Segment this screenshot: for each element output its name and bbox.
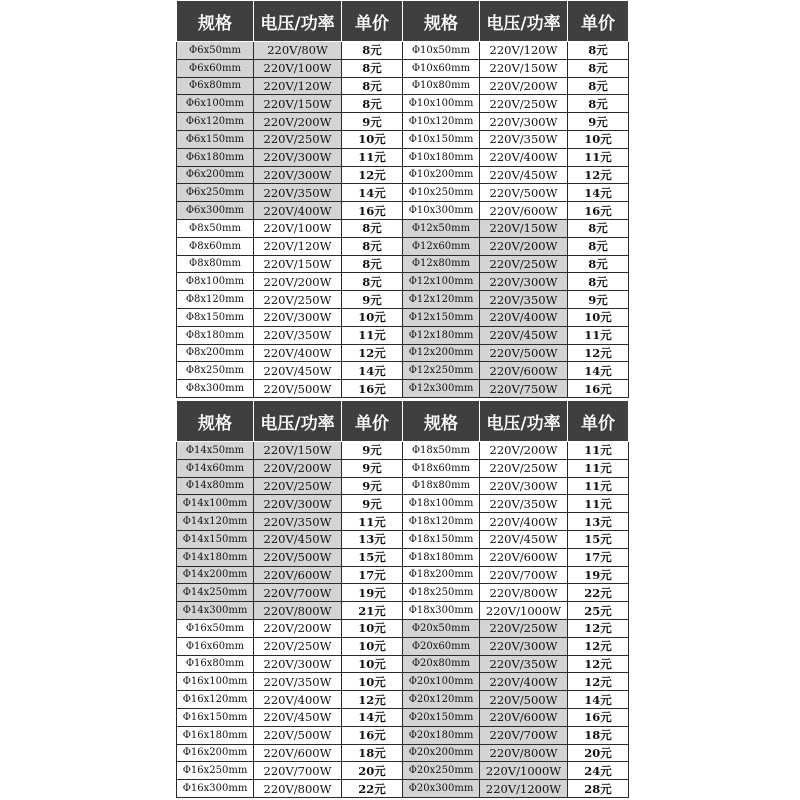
spec-cell: Φ6x200mm [177, 166, 254, 184]
voltage-power-cell: 220V/100W [254, 219, 342, 237]
voltage-power-cell: 220V/800W [480, 744, 568, 762]
price-cell: 16元 [568, 708, 629, 726]
voltage-power-cell: 220V/300W [254, 166, 342, 184]
table-row [177, 637, 629, 655]
spec-cell: Φ16x150mm [177, 708, 254, 726]
voltage-power-cell: 220V/350W [480, 655, 568, 673]
spec-cell: Φ8x150mm [177, 308, 254, 326]
price-cell: 11元 [342, 513, 403, 531]
spec-cell: Φ10x100mm [403, 95, 480, 113]
voltage-power-cell: 220V/500W [480, 344, 568, 362]
price-cell: 11元 [568, 459, 629, 477]
spec-cell: Φ18x120mm [403, 513, 480, 531]
price-cell: 21元 [342, 602, 403, 620]
price-cell: 12元 [568, 619, 629, 637]
voltage-power-cell: 220V/350W [480, 130, 568, 148]
price-cell: 10元 [342, 130, 403, 148]
spec-cell: Φ16x200mm [177, 744, 254, 762]
voltage-power-cell: 220V/250W [480, 255, 568, 273]
table-row [177, 273, 629, 291]
price-cell: 9元 [568, 113, 629, 131]
voltage-power-cell: 220V/150W [254, 442, 342, 460]
header-voltage-power: 电压/功率 [254, 1, 342, 42]
header-unit-price: 单价 [342, 1, 403, 42]
header-spec: 规格 [403, 1, 480, 42]
voltage-power-cell: 220V/800W [254, 602, 342, 620]
spec-cell: Φ12x80mm [403, 255, 480, 273]
voltage-power-cell: 220V/250W [480, 95, 568, 113]
spec-cell: Φ20x150mm [403, 708, 480, 726]
price-cell: 14元 [342, 184, 403, 202]
price-cell: 24元 [568, 762, 629, 780]
voltage-power-cell: 220V/120W [254, 237, 342, 255]
table-row [177, 95, 629, 113]
voltage-power-cell: 220V/250W [480, 619, 568, 637]
price-cell: 9元 [342, 477, 403, 495]
table-header-row [177, 401, 629, 442]
table-row [177, 326, 629, 344]
price-cell: 12元 [342, 166, 403, 184]
spec-cell: Φ16x80mm [177, 655, 254, 673]
price-cell: 8元 [342, 273, 403, 291]
header-voltage-power: 电压/功率 [480, 401, 568, 442]
price-cell: 19元 [342, 584, 403, 602]
voltage-power-cell: 220V/500W [254, 726, 342, 744]
price-cell: 13元 [568, 513, 629, 531]
price-cell: 16元 [568, 380, 629, 398]
voltage-power-cell: 220V/200W [254, 273, 342, 291]
table-row [177, 42, 629, 60]
price-cell: 10元 [568, 308, 629, 326]
price-cell: 8元 [568, 237, 629, 255]
price-cell: 28元 [568, 780, 629, 798]
price-cell: 10元 [342, 655, 403, 673]
price-cell: 20元 [342, 762, 403, 780]
price-table-bottom [176, 400, 629, 798]
spec-cell: Φ14x80mm [177, 477, 254, 495]
voltage-power-cell: 220V/150W [480, 59, 568, 77]
spec-cell: Φ12x100mm [403, 273, 480, 291]
price-cell: 8元 [568, 219, 629, 237]
price-cell: 14元 [342, 362, 403, 380]
table-row [177, 148, 629, 166]
voltage-power-cell: 220V/250W [254, 130, 342, 148]
spec-cell: Φ16x180mm [177, 726, 254, 744]
spec-cell: Φ14x120mm [177, 513, 254, 531]
price-cell: 14元 [568, 184, 629, 202]
spec-cell: Φ14x180mm [177, 548, 254, 566]
spec-cell: Φ20x60mm [403, 637, 480, 655]
voltage-power-cell: 220V/200W [480, 77, 568, 95]
voltage-power-cell: 220V/600W [254, 566, 342, 584]
price-cell: 12元 [568, 673, 629, 691]
voltage-power-cell: 220V/400W [480, 513, 568, 531]
voltage-power-cell: 220V/600W [480, 202, 568, 220]
price-cell: 10元 [342, 308, 403, 326]
voltage-power-cell: 220V/300W [480, 273, 568, 291]
price-cell: 18元 [568, 726, 629, 744]
spec-cell: Φ14x200mm [177, 566, 254, 584]
price-cell: 9元 [342, 113, 403, 131]
table-row [177, 202, 629, 220]
spec-cell: Φ18x50mm [403, 442, 480, 460]
spec-cell: Φ8x60mm [177, 237, 254, 255]
price-cell: 19元 [568, 566, 629, 584]
voltage-power-cell: 220V/700W [480, 566, 568, 584]
spec-cell: Φ14x60mm [177, 459, 254, 477]
voltage-power-cell: 220V/300W [254, 495, 342, 513]
spec-cell: Φ8x300mm [177, 380, 254, 398]
price-cell: 15元 [342, 548, 403, 566]
price-cell: 11元 [342, 148, 403, 166]
price-cell: 16元 [342, 380, 403, 398]
spec-cell: Φ12x60mm [403, 237, 480, 255]
table-row [177, 459, 629, 477]
voltage-power-cell: 220V/150W [254, 95, 342, 113]
price-cell: 9元 [342, 442, 403, 460]
table-row [177, 113, 629, 131]
spec-cell: Φ20x50mm [403, 619, 480, 637]
spec-cell: Φ20x250mm [403, 762, 480, 780]
table-row [177, 619, 629, 637]
voltage-power-cell: 220V/350W [254, 673, 342, 691]
voltage-power-cell: 220V/150W [254, 255, 342, 273]
price-cell: 22元 [568, 584, 629, 602]
spec-cell: Φ20x120mm [403, 691, 480, 709]
table-row [177, 762, 629, 780]
spec-cell: Φ18x300mm [403, 602, 480, 620]
price-cell: 8元 [342, 219, 403, 237]
header-unit-price: 单价 [568, 1, 629, 42]
voltage-power-cell: 220V/1000W [480, 602, 568, 620]
spec-cell: Φ12x120mm [403, 291, 480, 309]
table-row [177, 59, 629, 77]
spec-cell: Φ18x250mm [403, 584, 480, 602]
spec-cell: Φ10x200mm [403, 166, 480, 184]
spec-cell: Φ6x100mm [177, 95, 254, 113]
price-cell: 17元 [342, 566, 403, 584]
price-cell: 16元 [342, 202, 403, 220]
price-cell: 8元 [342, 59, 403, 77]
voltage-power-cell: 220V/300W [254, 308, 342, 326]
voltage-power-cell: 220V/750W [480, 380, 568, 398]
voltage-power-cell: 220V/450W [480, 326, 568, 344]
table-row [177, 130, 629, 148]
voltage-power-cell: 220V/150W [480, 219, 568, 237]
voltage-power-cell: 220V/600W [480, 708, 568, 726]
spec-cell: Φ10x250mm [403, 184, 480, 202]
price-cell: 12元 [568, 166, 629, 184]
voltage-power-cell: 220V/200W [254, 619, 342, 637]
table-row [177, 166, 629, 184]
spec-cell: Φ6x60mm [177, 59, 254, 77]
voltage-power-cell: 220V/1200W [480, 780, 568, 798]
voltage-power-cell: 220V/300W [254, 655, 342, 673]
voltage-power-cell: 220V/250W [254, 637, 342, 655]
spec-cell: Φ6x50mm [177, 42, 254, 60]
voltage-power-cell: 220V/450W [254, 708, 342, 726]
spec-cell: Φ10x300mm [403, 202, 480, 220]
spec-cell: Φ20x200mm [403, 744, 480, 762]
header-spec: 规格 [177, 1, 254, 42]
table-row [177, 708, 629, 726]
voltage-power-cell: 220V/600W [254, 744, 342, 762]
table-row [177, 237, 629, 255]
voltage-power-cell: 220V/400W [254, 202, 342, 220]
table-row [177, 184, 629, 202]
spec-cell: Φ10x80mm [403, 77, 480, 95]
price-cell: 12元 [568, 637, 629, 655]
spec-cell: Φ16x250mm [177, 762, 254, 780]
price-cell: 11元 [342, 326, 403, 344]
spec-cell: Φ20x80mm [403, 655, 480, 673]
price-cell: 18元 [342, 744, 403, 762]
price-cell: 13元 [342, 530, 403, 548]
header-unit-price: 单价 [342, 401, 403, 442]
table-row [177, 744, 629, 762]
price-sheet [176, 0, 628, 800]
spec-cell: Φ6x80mm [177, 77, 254, 95]
spec-cell: Φ12x250mm [403, 362, 480, 380]
price-cell: 14元 [568, 362, 629, 380]
price-cell: 11元 [568, 148, 629, 166]
table-header-row [177, 1, 629, 42]
voltage-power-cell: 220V/350W [480, 291, 568, 309]
price-cell: 20元 [568, 744, 629, 762]
price-cell: 8元 [568, 59, 629, 77]
spec-cell: Φ12x200mm [403, 344, 480, 362]
voltage-power-cell: 220V/80W [254, 42, 342, 60]
spec-cell: Φ6x120mm [177, 113, 254, 131]
price-cell: 17元 [568, 548, 629, 566]
price-cell: 10元 [342, 673, 403, 691]
voltage-power-cell: 220V/200W [254, 459, 342, 477]
price-cell: 12元 [342, 691, 403, 709]
voltage-power-cell: 220V/600W [480, 548, 568, 566]
price-cell: 25元 [568, 602, 629, 620]
voltage-power-cell: 220V/1000W [480, 762, 568, 780]
table-row [177, 495, 629, 513]
spec-cell: Φ10x180mm [403, 148, 480, 166]
table-row [177, 291, 629, 309]
spec-cell: Φ14x250mm [177, 584, 254, 602]
table-row [177, 655, 629, 673]
spec-cell: Φ20x300mm [403, 780, 480, 798]
price-cell: 16元 [342, 726, 403, 744]
voltage-power-cell: 220V/400W [480, 308, 568, 326]
price-cell: 10元 [342, 637, 403, 655]
table-row [177, 584, 629, 602]
table-row [177, 566, 629, 584]
spec-cell: Φ14x300mm [177, 602, 254, 620]
price-cell: 8元 [568, 273, 629, 291]
voltage-power-cell: 220V/450W [480, 166, 568, 184]
voltage-power-cell: 220V/200W [480, 237, 568, 255]
spec-cell: Φ20x180mm [403, 726, 480, 744]
header-spec: 规格 [403, 401, 480, 442]
spec-cell: Φ8x180mm [177, 326, 254, 344]
spec-cell: Φ20x100mm [403, 673, 480, 691]
spec-cell: Φ8x50mm [177, 219, 254, 237]
voltage-power-cell: 220V/500W [480, 184, 568, 202]
table-row [177, 362, 629, 380]
voltage-power-cell: 220V/300W [480, 637, 568, 655]
voltage-power-cell: 220V/300W [480, 113, 568, 131]
spec-cell: Φ10x60mm [403, 59, 480, 77]
price-table-top [176, 0, 629, 398]
header-unit-price: 单价 [568, 401, 629, 442]
price-cell: 22元 [342, 780, 403, 798]
voltage-power-cell: 220V/450W [254, 530, 342, 548]
voltage-power-cell: 220V/200W [480, 442, 568, 460]
table-row [177, 477, 629, 495]
table-row [177, 442, 629, 460]
price-cell: 9元 [342, 495, 403, 513]
spec-cell: Φ12x180mm [403, 326, 480, 344]
voltage-power-cell: 220V/120W [254, 77, 342, 95]
price-cell: 8元 [568, 77, 629, 95]
spec-cell: Φ10x150mm [403, 130, 480, 148]
voltage-power-cell: 220V/800W [254, 780, 342, 798]
price-cell: 9元 [568, 291, 629, 309]
spec-cell: Φ18x180mm [403, 548, 480, 566]
spec-cell: Φ8x250mm [177, 362, 254, 380]
spec-cell: Φ18x80mm [403, 477, 480, 495]
spec-cell: Φ12x50mm [403, 219, 480, 237]
spec-cell: Φ18x100mm [403, 495, 480, 513]
header-spec: 规格 [177, 401, 254, 442]
price-cell: 12元 [342, 344, 403, 362]
price-cell: 11元 [568, 326, 629, 344]
table-row [177, 344, 629, 362]
voltage-power-cell: 220V/350W [254, 326, 342, 344]
price-cell: 11元 [568, 495, 629, 513]
price-cell: 16元 [568, 202, 629, 220]
voltage-power-cell: 220V/350W [480, 495, 568, 513]
table-row [177, 726, 629, 744]
price-cell: 8元 [342, 237, 403, 255]
table-row [177, 673, 629, 691]
table-row [177, 548, 629, 566]
spec-cell: Φ10x120mm [403, 113, 480, 131]
spec-cell: Φ12x150mm [403, 308, 480, 326]
header-voltage-power: 电压/功率 [480, 1, 568, 42]
price-cell: 9元 [342, 291, 403, 309]
price-cell: 10元 [568, 130, 629, 148]
price-cell: 8元 [342, 42, 403, 60]
table-row [177, 380, 629, 398]
price-cell: 15元 [568, 530, 629, 548]
price-cell: 11元 [568, 477, 629, 495]
voltage-power-cell: 220V/400W [480, 673, 568, 691]
spec-cell: Φ16x120mm [177, 691, 254, 709]
price-cell: 10元 [342, 619, 403, 637]
price-cell: 12元 [568, 655, 629, 673]
spec-cell: Φ6x180mm [177, 148, 254, 166]
price-cell: 8元 [342, 95, 403, 113]
voltage-power-cell: 220V/100W [254, 59, 342, 77]
spec-cell: Φ12x300mm [403, 380, 480, 398]
voltage-power-cell: 220V/500W [254, 548, 342, 566]
price-cell: 8元 [568, 255, 629, 273]
table-row [177, 691, 629, 709]
voltage-power-cell: 220V/450W [254, 362, 342, 380]
spec-cell: Φ6x300mm [177, 202, 254, 220]
voltage-power-cell: 220V/700W [254, 762, 342, 780]
voltage-power-cell: 220V/500W [480, 691, 568, 709]
price-cell: 11元 [568, 442, 629, 460]
voltage-power-cell: 220V/250W [254, 291, 342, 309]
price-cell: 9元 [342, 459, 403, 477]
voltage-power-cell: 220V/400W [254, 691, 342, 709]
voltage-power-cell: 220V/400W [480, 148, 568, 166]
price-cell: 14元 [568, 691, 629, 709]
table-row [177, 780, 629, 798]
table-row [177, 77, 629, 95]
voltage-power-cell: 220V/300W [480, 477, 568, 495]
voltage-power-cell: 220V/700W [254, 584, 342, 602]
price-cell: 14元 [342, 708, 403, 726]
header-voltage-power: 电压/功率 [254, 401, 342, 442]
table-row [177, 530, 629, 548]
table-row [177, 308, 629, 326]
table-row [177, 219, 629, 237]
spec-cell: Φ18x200mm [403, 566, 480, 584]
spec-cell: Φ14x100mm [177, 495, 254, 513]
spec-cell: Φ16x60mm [177, 637, 254, 655]
voltage-power-cell: 220V/300W [254, 148, 342, 166]
spec-cell: Φ18x60mm [403, 459, 480, 477]
table-row [177, 602, 629, 620]
price-cell: 8元 [568, 42, 629, 60]
spec-cell: Φ6x150mm [177, 130, 254, 148]
spec-cell: Φ14x50mm [177, 442, 254, 460]
spec-cell: Φ18x150mm [403, 530, 480, 548]
voltage-power-cell: 220V/800W [480, 584, 568, 602]
spec-cell: Φ8x80mm [177, 255, 254, 273]
price-cell: 8元 [568, 95, 629, 113]
spec-cell: Φ10x50mm [403, 42, 480, 60]
voltage-power-cell: 220V/700W [480, 726, 568, 744]
table-row [177, 513, 629, 531]
voltage-power-cell: 220V/450W [480, 530, 568, 548]
spec-cell: Φ16x100mm [177, 673, 254, 691]
spec-cell: Φ16x50mm [177, 619, 254, 637]
price-cell: 12元 [568, 344, 629, 362]
voltage-power-cell: 220V/250W [480, 459, 568, 477]
voltage-power-cell: 220V/350W [254, 513, 342, 531]
spec-cell: Φ6x250mm [177, 184, 254, 202]
voltage-power-cell: 220V/250W [254, 477, 342, 495]
spec-cell: Φ16x300mm [177, 780, 254, 798]
spec-cell: Φ8x100mm [177, 273, 254, 291]
table-row [177, 255, 629, 273]
voltage-power-cell: 220V/200W [254, 113, 342, 131]
voltage-power-cell: 220V/350W [254, 184, 342, 202]
spec-cell: Φ8x200mm [177, 344, 254, 362]
spec-cell: Φ14x150mm [177, 530, 254, 548]
price-cell: 8元 [342, 77, 403, 95]
voltage-power-cell: 220V/600W [480, 362, 568, 380]
price-cell: 8元 [342, 255, 403, 273]
voltage-power-cell: 220V/500W [254, 380, 342, 398]
spec-cell: Φ8x120mm [177, 291, 254, 309]
voltage-power-cell: 220V/120W [480, 42, 568, 60]
voltage-power-cell: 220V/400W [254, 344, 342, 362]
